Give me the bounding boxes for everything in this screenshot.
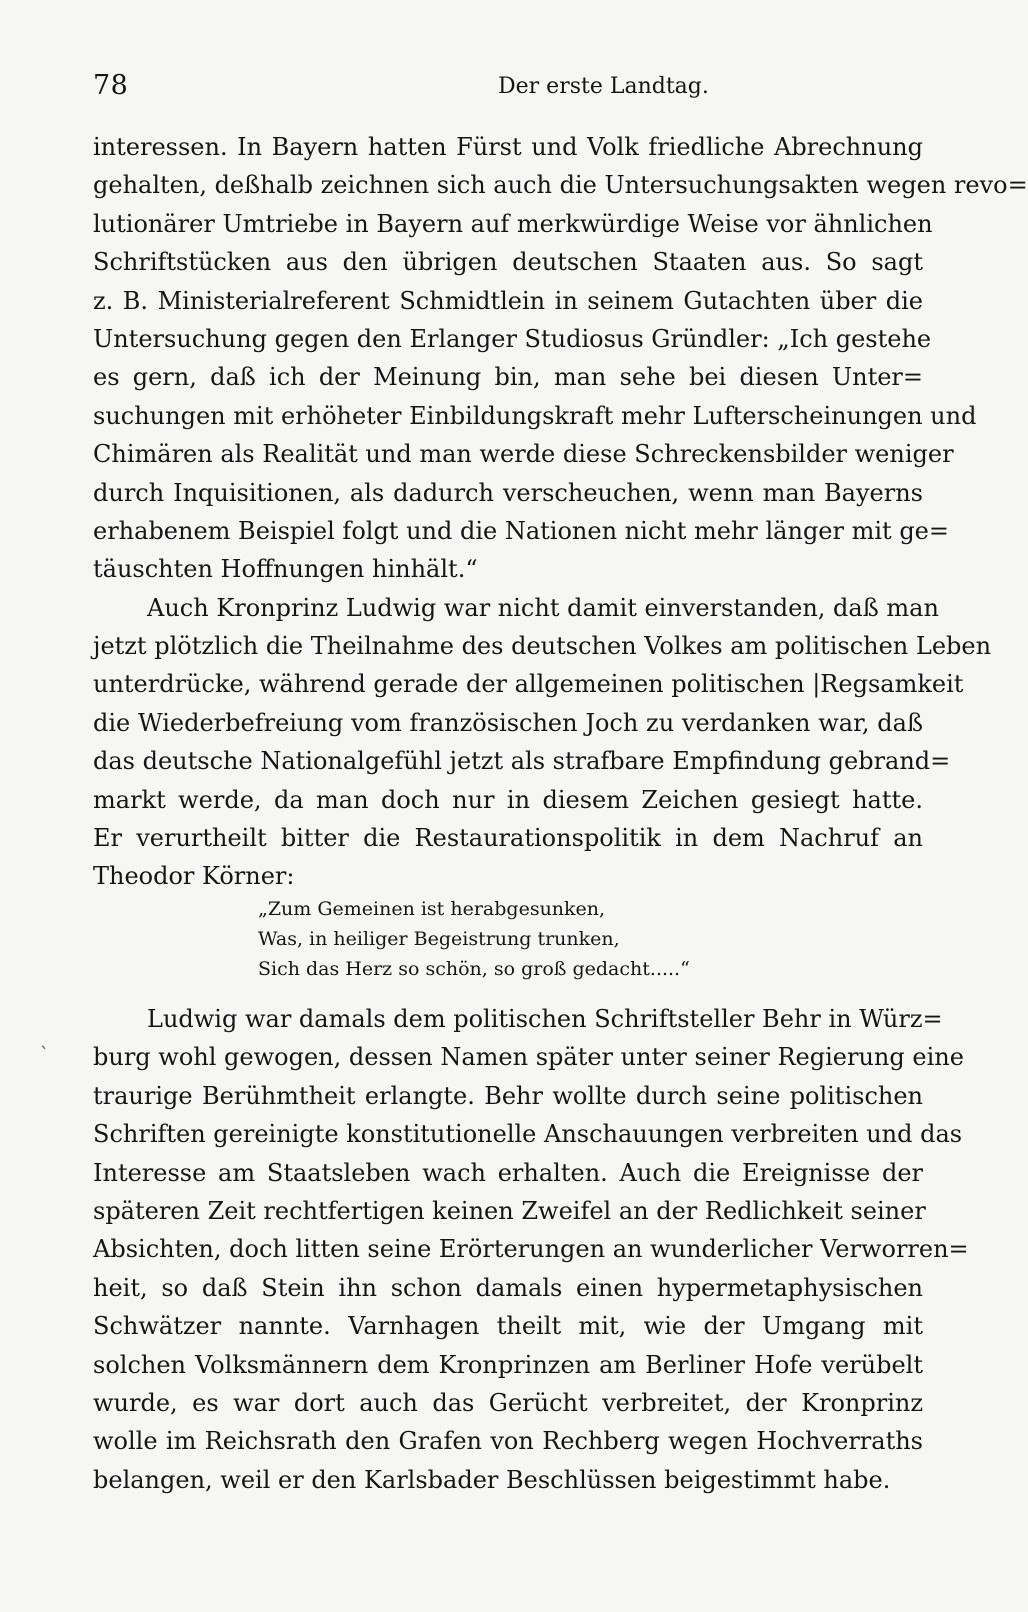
text-line: Ludwig war damals dem politischen Schriftsteller Behr in Würz= <box>147 1005 943 1033</box>
text-line: gehalten, deßhalb zeichnen sich auch die Untersuchungsakten wegen revo= <box>93 171 1028 200</box>
verse-line: „Zum Gemeinen ist herabgesunken, <box>258 898 606 920</box>
text-line: Auch Kronprinz Ludwig war nicht damit einverstanden, daß man <box>147 593 939 622</box>
page-number: 78 <box>93 70 129 101</box>
verse-line: Sich das Herz so schön, so groß gedacht.....“ <box>258 958 690 980</box>
paragraph-2 <box>93 589 992 896</box>
text-line: belangen, weil er den Karlsbader Beschlüssen beigestimmt habe. <box>93 1465 891 1494</box>
margin-mark: ` <box>40 1044 49 1065</box>
text-line: interessen. In Bayern hatten Fürst und Volk friedliche Abrechnung <box>93 133 923 161</box>
text-line: Schwätzer nannte. Varnhagen theilt mit, wie der Umgang mit <box>93 1312 923 1341</box>
verse-line: Was, in heiliger Begeistrung trunken, <box>258 928 620 950</box>
text-line: wurde, es war dort auch das Gerücht verbreitet, der Kronprinz <box>93 1388 923 1417</box>
text-line: es gern, daß ich der Meinung bin, man sehe bei diesen Unter= <box>93 363 923 392</box>
verse-quote <box>258 894 778 984</box>
text-line: z. B. Ministerialreferent Schmidtlein in seinem Gutachten über die <box>93 286 923 315</box>
text-line: Interesse am Staatsleben wach erhalten. Auch die Ereignisse der <box>93 1158 923 1187</box>
text-line: suchungen mit erhöheter Einbildungskraft mehr Lufterscheinungen und <box>93 401 977 430</box>
text-line: Schriften gereinigte konstitutionelle Anschauungen verbreiten und das <box>93 1120 963 1149</box>
text-line: Untersuchung gegen den Erlanger Studiosus Gründler: „Ich gestehe <box>93 324 932 353</box>
paragraph-1 <box>93 128 1028 589</box>
text-line: die Wiederbefreiung vom französischen Joch zu verdanken war, daß <box>93 708 923 737</box>
text-line: wolle im Reichsrath den Grafen von Rechberg wegen Hochverraths <box>93 1427 923 1456</box>
page-header <box>93 70 923 110</box>
text-line: solchen Volksmännern dem Kronprinzen am Berliner Hofe verübelt <box>93 1350 923 1379</box>
text-line: heit, so daß Stein ihn schon damals einen hypermetaphysischen <box>93 1273 923 1302</box>
text-line: das deutsche Nationalgefühl jetzt als strafbare Empfindung gebrand= <box>93 747 951 776</box>
text-line: Absichten, doch litten seine Erörterungen an wunderlicher Verworren= <box>93 1235 969 1264</box>
text-line: burg wohl gewogen, dessen Namen später unter seiner Regierung eine <box>93 1043 964 1072</box>
text-line: lutionärer Umtriebe in Bayern auf merkwürdige Weise vor ähnlichen <box>93 209 933 238</box>
text-line: Chimären als Realität und man werde diese Schreckensbilder weniger <box>93 440 954 469</box>
text-line: durch Inquisitionen, als dadurch verscheuchen, wenn man Bayerns <box>93 478 923 507</box>
text-line: unterdrücke, während gerade der allgemeinen politischen |Regsamkeit <box>93 670 964 699</box>
text-line: späteren Zeit rechtfertigen keinen Zweifel an der Redlichkeit seiner <box>93 1196 926 1225</box>
running-title: Der erste Landtag. <box>498 74 709 99</box>
text-line: jetzt plötzlich die Theilnahme des deutschen Volkes am politischen Leben <box>93 632 992 661</box>
paragraph-3 <box>93 1000 969 1499</box>
text-line: Theodor Körner: <box>93 862 295 891</box>
text-line: erhabenem Beispiel folgt und die Nationen nicht mehr länger mit ge= <box>93 516 949 545</box>
text-line: täuschten Hoffnungen hinhält.“ <box>93 555 478 584</box>
main-text-block <box>93 128 1028 896</box>
text-line: Schriftstücken aus den übrigen deutschen Staaten aus. So sagt <box>93 248 923 277</box>
text-line: markt werde, da man doch nur in diesem Zeichen gesiegt hatte. <box>93 785 923 814</box>
text-line: traurige Berühmtheit erlangte. Behr wollte durch seine politischen <box>93 1081 923 1110</box>
text-line: Er verurtheilt bitter die Restaurationspolitik in dem Nachruf an <box>93 824 923 853</box>
